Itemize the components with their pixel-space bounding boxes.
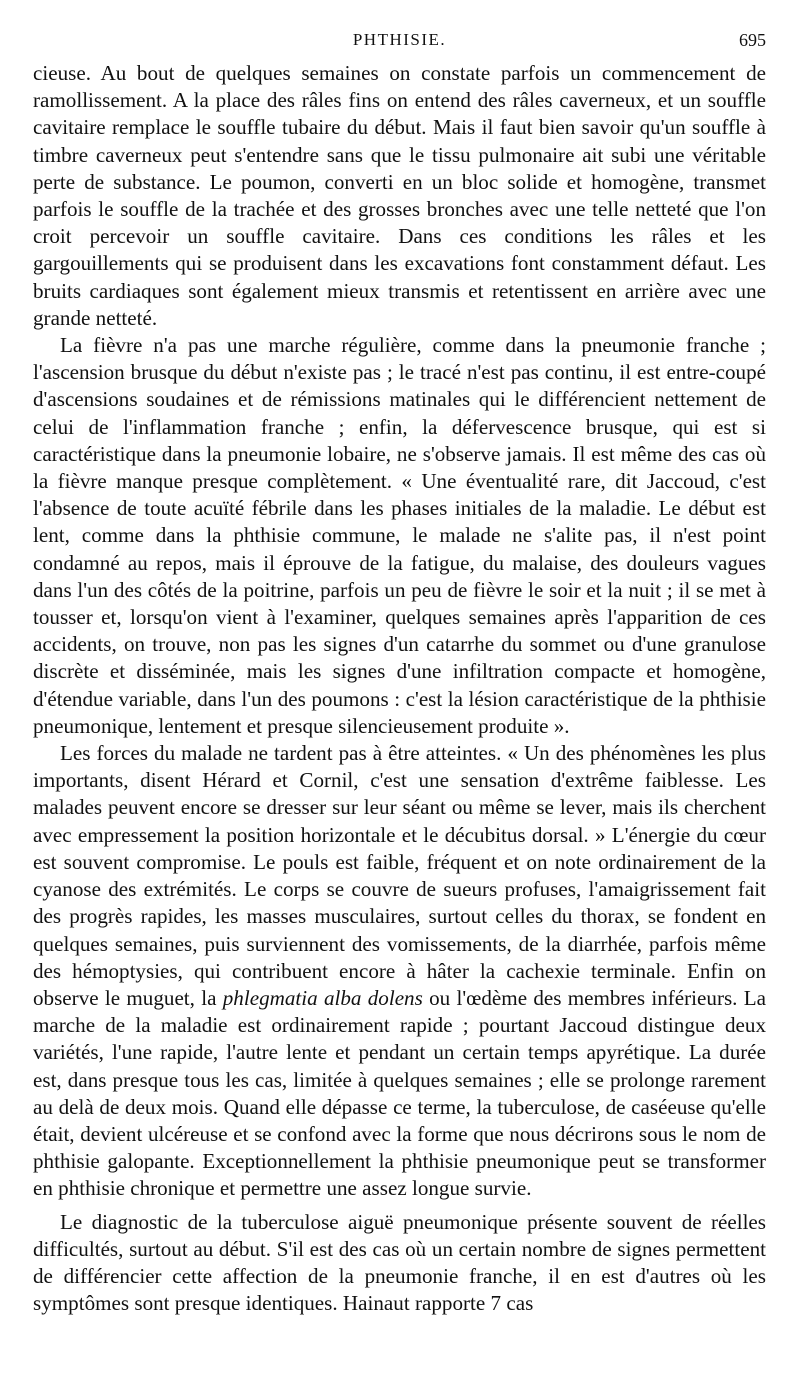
paragraph-text: Le diagnostic de la tuberculose aiguë pneumonique présente souvent de réelles difficultés, surtout au début. S'il est des cas où un certain nombre de signes permettent de différencier cette affection de la pneumonie franche, il en est d'autres où les symptômes sont presque identiques. Hainaut rapporte 7 cas (33, 1209, 766, 1316)
italic-term: phlegmatia alba dolens (222, 985, 423, 1010)
page-number: 695 (739, 30, 766, 50)
body-text (33, 60, 766, 1317)
paragraph-continuation (33, 60, 766, 332)
paragraph-text: Les forces du malade ne tardent pas à être atteintes. « Un des phénomènes les plus importants, disent Hérard et Cornil, c'est une sensation d'extrême faiblesse. Les malades peuvent encore se dresser sur leur séant ou même se lever, mais ils cherchent avec empressement la position horizontale et le décubitus dorsal. » L'énergie du cœur est souvent compromise. Le pouls est faible, fréquent et on note ordinairement de la cyanose des extrémités. Le corps se couvre de sueurs profuses, l'amaigrissement fait des progrès rapides, les masses musculaires, surtout celles du thorax, se fondent en quelques semaines, puis surviennent des vomissements, de la diarrhée, parfois même des hémoptysies, qui contribuent encore à hâter la cachexie terminale. Enfin on observe le muguet, la (33, 741, 766, 1010)
book-page (33, 26, 766, 1317)
running-title: PHTHISIE. (352, 30, 447, 49)
paragraph-strength (33, 740, 766, 1202)
paragraph-diagnosis (33, 1209, 766, 1318)
paragraph-text: La fièvre n'a pas une marche régulière, comme dans la pneumonie franche ; l'ascension brusque du début n'existe pas ; le tracé n'est pas continu, il est entre-coupé d'ascensions soudaines et de rémissions matinales qui le différencient nettement de celui de l'inflammation franche ; enfin, la défervescence brusque, qui est si caractéristique dans la pneumonie lobaire, ne s'observe jamais. Il est même des cas où la fièvre manque presque complètement. « Une éventualité rare, dit Jaccoud, c'est l'absence de toute acuïté fébrile dans les phases initiales de la maladie. Le début est lent, comme dans la phthisie commune, le malade ne s'alite pas, il n'est point condamné au repos, mais il éprouve de la fatigue, du malaise, des douleurs vagues dans l'un des côtés de la poitrine, parfois un peu de fièvre le soir et la nuit ; il se met à tousser et, lorsqu'on vient à l'examiner, quelques semaines après l'apparition de ces accidents, on trouve, non pas les signes d'un catarrhe du sommet ou d'une granulose discrète et disséminée, mais les signes d'une infiltration compacte et homogène, d'étendue variable, dans l'un des poumons : c'est la lésion caractéristique de la phthisie pneumonique, lentement et presque silencieusement produite ». (33, 333, 766, 738)
paragraph-text: cieuse. Au bout de quelques semaines on constate parfois un commencement de ramollissement. A la place des râles fins on entend des râles caverneux, et un souffle cavitaire remplace le souffle tubaire du début. Mais il faut bien savoir qu'un souffle à timbre caverneux peut s'entendre sans que le tissu pulmonaire ait subi une véritable perte de substance. Le poumon, converti en un bloc solide et homogène, transmet parfois le souffle de la trachée et des grosses bronches avec une telle netteté que l'on croit percevoir un souffle cavitaire. Dans ces conditions les râles et les gargouillements qui se produisent dans les excavations font constamment défaut. Les bruits cardiaques sont également mieux transmis et retentissent en arrière avec une grande netteté. (33, 61, 766, 330)
paragraph-text: ou l'œdème des membres inférieurs. La marche de la maladie est ordinairement rapide ; pourtant Jaccoud distingue deux variétés, l'une rapide, l'autre lente et pendant un certain temps apyrétique. La durée est, dans presque tous les cas, limitée à quelques semaines ; elle se prolonge rarement au delà de deux mois. Quand elle dépasse ce terme, la tuberculose, de caséeuse qu'elle était, devient ulcéreuse et se confond avec la forme que nous décrirons sous le nom de phthisie galopante. Exceptionnellement la phthisie pneumonique peut se transformer en phthisie chronique et permettre une assez longue survie. (33, 985, 766, 1201)
running-header (33, 26, 766, 60)
paragraph-fever (33, 332, 766, 740)
